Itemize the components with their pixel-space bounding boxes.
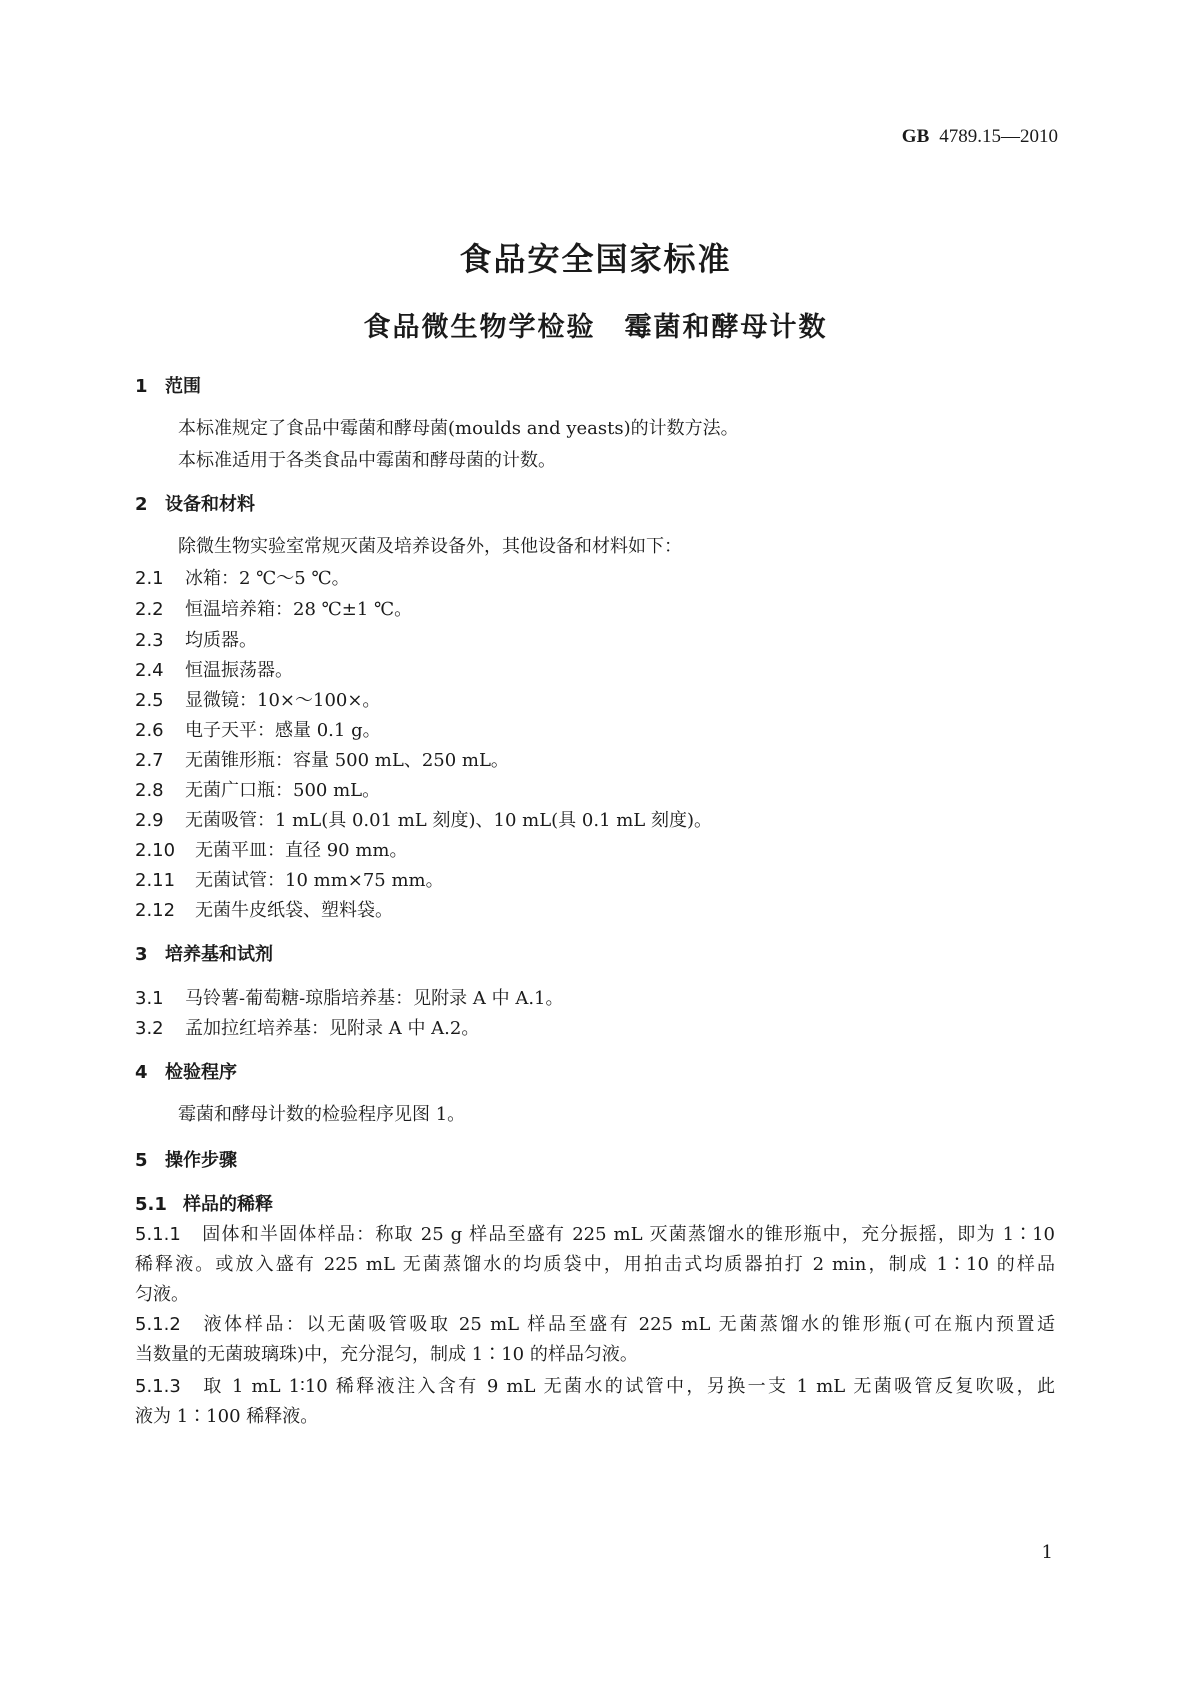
section-2-heading: 2 设备和材料 — [135, 494, 255, 515]
para-5-1-2-line-2: 当数量的无菌玻璃珠)中，充分混匀，制成 1∶10 的样品匀液。 — [135, 1344, 638, 1365]
standard-prefix: GB — [901, 126, 930, 147]
section-1-para-1: 本标准规定了食品中霉菌和酵母菌(moulds and yeasts)的计数方法。 — [178, 418, 739, 439]
section-4-heading: 4 检验程序 — [135, 1062, 237, 1083]
standard-number — [902, 126, 1058, 148]
list-item: 2.11 无菌试管：10 mm×75 mm。 — [135, 870, 444, 891]
section-5-1-heading: 5.1 样品的稀释 — [135, 1194, 273, 1215]
para-5-1-3-line-2: 液为 1∶100 稀释液。 — [135, 1406, 319, 1427]
list-item: 2.1 冰箱：2 ℃～5 ℃。 — [135, 568, 350, 589]
list-item: 2.4 恒温振荡器。 — [135, 660, 293, 681]
list-item: 2.12 无菌牛皮纸袋、塑料袋。 — [135, 900, 393, 921]
list-item: 3.2 孟加拉红培养基：见附录 A 中 A.2。 — [135, 1018, 480, 1039]
para-5-1-1-line-3: 匀液。 — [135, 1284, 189, 1305]
section-5-heading: 5 操作步骤 — [135, 1150, 237, 1171]
standard-code: 4789.15—2010 — [939, 126, 1058, 147]
section-1-heading: 1 范围 — [135, 376, 201, 397]
para-5-1-2-line-1: 5.1.2 液体样品：以无菌吸管吸取 25 mL 样品至盛有 225 mL 无菌蒸馏水的锥形瓶(可在瓶内预置适 — [135, 1314, 1055, 1335]
document-subtitle: 食品微生物学检验 霉菌和酵母计数 — [363, 312, 828, 343]
para-5-1-1-line-2: 稀释液。或放入盛有 225 mL 无菌蒸馏水的均质袋中，用拍击式均质器拍打 2 min，制成 1∶10 的样品 — [135, 1254, 1055, 1275]
list-item: 2.6 电子天平：感量 0.1 g。 — [135, 720, 381, 741]
list-item: 2.5 显微镜：10×～100×。 — [135, 690, 381, 711]
section-2-intro: 除微生物实验室常规灭菌及培养设备外，其他设备和材料如下： — [178, 536, 682, 557]
page-number: 1 — [1041, 1542, 1053, 1563]
list-item: 2.7 无菌锥形瓶：容量 500 mL、250 mL。 — [135, 750, 509, 771]
list-item: 2.3 均质器。 — [135, 630, 257, 651]
section-3-heading: 3 培养基和试剂 — [135, 944, 273, 965]
document-title: 食品安全国家标准 — [459, 240, 732, 278]
para-5-1-1-line-1: 5.1.1 固体和半固体样品：称取 25 g 样品至盛有 225 mL 灭菌蒸馏水的锥形瓶中，充分振摇，即为 1∶10 — [135, 1224, 1055, 1245]
list-item: 2.10 无菌平皿：直径 90 mm。 — [135, 840, 408, 861]
para-5-1-3-line-1: 5.1.3 取 1 mL 1∶10 稀释液注入含有 9 mL 无菌水的试管中，另换一支 1 mL 无菌吸管反复吹吸，此 — [135, 1376, 1055, 1397]
section-4-para-1: 霉菌和酵母计数的检验程序见图 1。 — [178, 1104, 466, 1125]
list-item: 3.1 马铃薯-葡萄糖-琼脂培养基：见附录 A 中 A.1。 — [135, 988, 564, 1009]
list-item: 2.2 恒温培养箱：28 ℃±1 ℃。 — [135, 599, 413, 620]
list-item: 2.9 无菌吸管：1 mL(具 0.01 mL 刻度)、10 mL(具 0.1 mL 刻度)。 — [135, 810, 713, 831]
list-item: 2.8 无菌广口瓶：500 mL。 — [135, 780, 381, 801]
section-1-para-2: 本标准适用于各类食品中霉菌和酵母菌的计数。 — [178, 450, 556, 471]
